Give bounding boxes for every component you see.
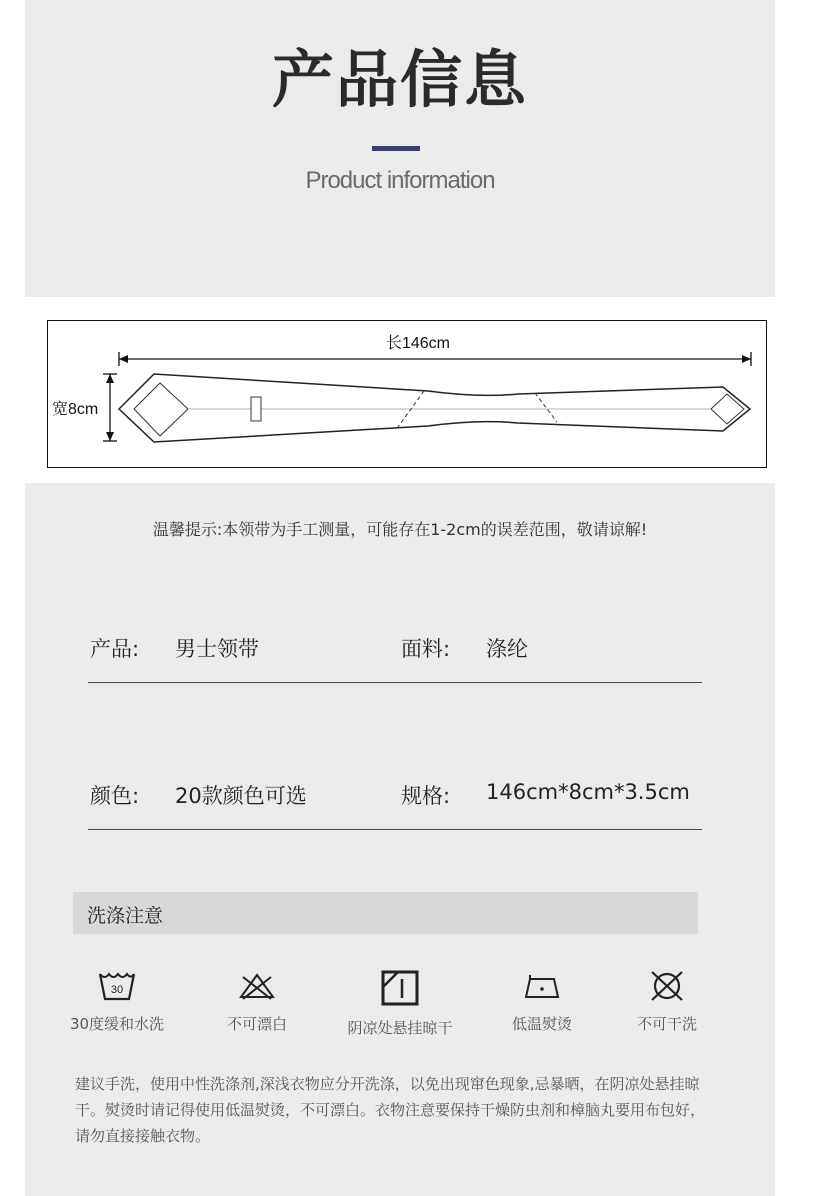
row-divider: [88, 829, 702, 830]
care-note: 建议手洗，使用中性洗涤剂,深浅衣物应分开洗涤，以免出现窜色现象,忌暴晒，在阴凉处悬挂晾干。熨烫时请记得使用低温熨烫，不可漂白。衣物注意要保持干燥防虫剂和樟脑丸要用布包好，请勿直接接触衣物。: [75, 1075, 706, 1145]
color-value: 20款颜色可选: [175, 784, 307, 808]
info-panel: [25, 483, 775, 1196]
wash-label: 不可干洗: [636, 1015, 697, 1033]
tie-outline: [119, 374, 750, 442]
size-value: 146cm*8cm*3.5cm: [486, 780, 690, 804]
size-key: 规格:: [401, 784, 451, 808]
tie-label-loop: [251, 397, 261, 421]
wash-30-icon: [97, 969, 137, 1003]
shade-dry-icon: [380, 969, 420, 1007]
wash-item-no-dry-clean: [607, 969, 727, 1036]
product-value: 男士领带: [175, 637, 259, 661]
title-accent-bar: [372, 146, 420, 151]
header-panel: [25, 0, 775, 297]
length-label: 长146cm: [385, 335, 451, 352]
wash-section-title: 洗涤注意: [87, 905, 164, 927]
color-key: 颜色:: [90, 784, 140, 808]
tie-diagram-svg: [48, 321, 766, 467]
row-divider: [88, 682, 702, 683]
measurement-tip: 温馨提示:本领带为手工测量，可能存在1-2cm的误差范围，敬请谅解!: [152, 520, 648, 539]
spec-row: [88, 770, 702, 830]
wash-section-header: [73, 892, 698, 934]
wash-label: 不可漂白: [226, 1015, 287, 1033]
fabric-key: 面料:: [401, 637, 451, 661]
product-key: 产品:: [90, 637, 140, 661]
wash-item-no-bleach: [197, 969, 317, 1036]
svg-text:30: 30: [110, 984, 124, 996]
wash-label: 阴凉处悬挂晾干: [347, 1019, 453, 1037]
wash-item-shade-dry: [340, 969, 460, 1040]
low-iron-icon: [522, 969, 562, 1003]
wash-label: 低温熨烫: [511, 1015, 572, 1033]
page-subtitle: Product information: [305, 167, 495, 194]
width-label: 宽8cm: [52, 401, 99, 418]
page-title: 产品信息: [271, 43, 528, 116]
wash-label: 30度缓和水洗: [69, 1015, 165, 1033]
no-bleach-icon: [237, 969, 277, 1003]
spec-row: [88, 623, 702, 683]
wash-item-low-iron: [482, 969, 602, 1036]
fabric-value: 涤纶: [486, 637, 528, 661]
no-dry-clean-icon: [647, 969, 687, 1003]
wash-item-30: [57, 969, 177, 1036]
tie-dimension-diagram: [47, 320, 767, 468]
